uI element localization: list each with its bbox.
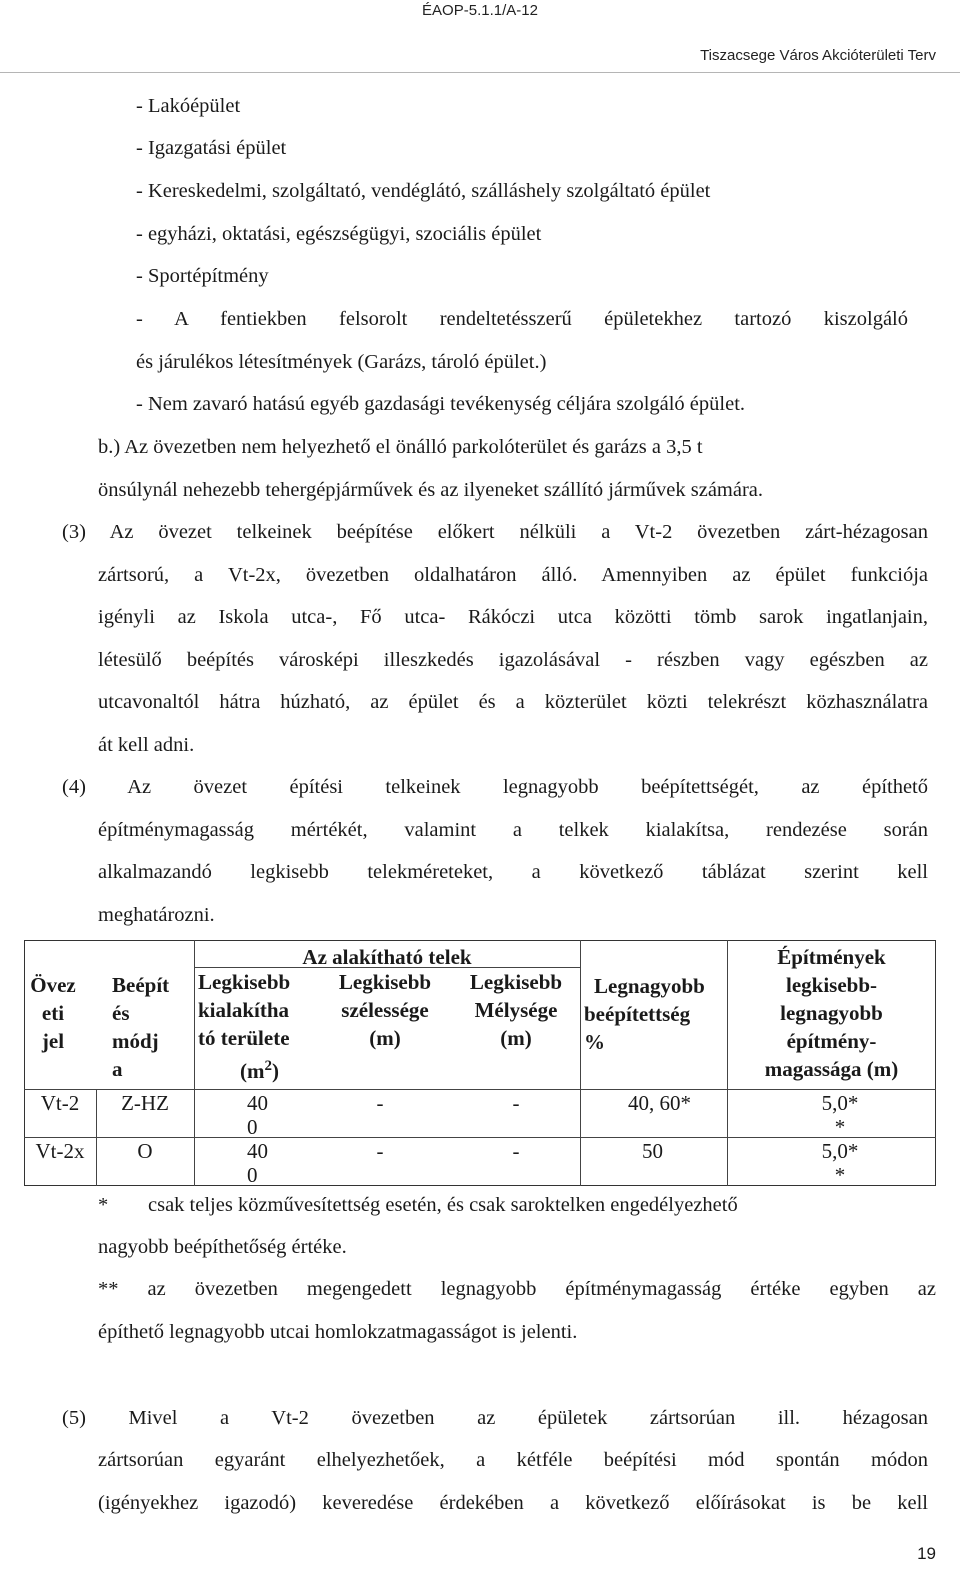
paragraph-4-line: meghatározni. [98,904,215,926]
paragraph-4-line: építménymagasság mértékét, valamint a telkek kialakítsa, rendezése során [98,819,928,841]
cell-mode: O [137,1139,153,1163]
table-divider [24,1089,936,1090]
footnote-2-line: ** az övezetben megengedett legnagyobb építménymagasság értéke egyben az [98,1278,936,1300]
list-item: - Sportépítmény [136,265,269,287]
col-header-depth: Legkisebb Mélysége (m) [469,970,563,1050]
paragraph-b-line: b.) Az övezetben nem helyezhető el önálló parkolóterület és garázs a 3,5 t [98,436,703,458]
table-divider [194,940,195,1186]
paragraph-3-line: igényli az Iskola utca-, Fő utca- Rákóczi utca közötti tömb sarok ingatlanjain, [98,606,928,628]
paragraph-5-line: (5) Mivel a Vt-2 övezetben az épületek zártsorúan ill. hézagosan [62,1407,928,1429]
paragraph-3-line: zártsorú, a Vt-2x, övezetben oldalhatáron álló. Amennyiben az épület funkciója [98,564,928,586]
paragraph-5-line: (igényekhez igazodó) keveredése érdekében a következő előírásokat is be kell [98,1492,928,1514]
cell-width: - [376,1091,384,1115]
paragraph-3-line: át kell adni. [98,734,195,756]
footnote-star: * [98,1194,109,1216]
cell-area: 40 0 [247,1139,268,1187]
col-header-width: Legkisebb szélessége (m) [338,970,432,1050]
footnote-1-line: csak teljes közművesítettség esetén, és csak saroktelken engedélyezhető [148,1194,738,1216]
table-divider [580,940,581,1186]
cell-mode: Z-HZ [121,1091,169,1115]
paragraph-b-line: önsúlynál nehezebb tehergépjárművek és az ilyeneket szállító járművek számára. [98,479,764,501]
col-header-height: Építmények legkisebb- legnagyobb építmény- magassága (m) [764,945,899,1081]
list-item: - Kereskedelmi, szolgáltató, vendéglátó, szálláshely szolgáltató épület [136,180,711,202]
document-title: Tiszacsege Város Akcióterületi Terv [700,47,936,64]
footnote-2-line: építhető legnagyobb utcai homlokzatmagasságot is jelenti. [98,1321,578,1343]
paragraph-3-line: utcavonaltól hátra húzható, az épület és a közterület közti telekrészt közhasználatra [98,691,928,713]
col-header-zone: Övez eti jel [30,973,76,1053]
cell-depth: - [512,1091,520,1115]
list-item: - A fentiekben felsorolt rendeltetésszerű épületekhez tartozó kiszolgáló [136,308,908,330]
header-divider [0,72,960,73]
cell-zone: Vt-2 [40,1091,80,1115]
list-item: - egyházi, oktatási, egészségügyi, szociális épület [136,223,542,245]
table-group-header: Az alakítható telek [302,945,472,969]
list-item: - Lakóépület [136,95,241,117]
cell-height: 5,0* * [821,1139,859,1187]
paragraph-4-line: (4) Az övezet építési telkeinek legnagyobb beépítettségét, az építhető [62,776,928,798]
cell-coverage: 40, 60* [628,1091,691,1115]
cell-width: - [376,1139,384,1163]
cell-area: 40 0 [247,1091,268,1139]
list-item-continuation: és járulékos létesítmények (Garázs, tároló épület.) [136,351,547,373]
list-item: - Nem zavaró hatású egyéb gazdasági tevékenység céljára szolgáló épület. [136,393,746,415]
page-number: 19 [917,1544,936,1563]
paragraph-4-line: alkalmazandó legkisebb telekméreteket, a következő táblázat szerint kell [98,861,928,883]
cell-coverage: 50 [642,1139,663,1163]
footnote-1-line: nagyobb beépíthetőség értéke. [98,1236,347,1258]
paragraph-5-line: zártsorúan egyaránt elhelyezhetőek, a kétféle beépítési mód spontán módon [98,1449,928,1471]
col-header-mode: Beépít és módj a [112,973,170,1081]
document-code: ÉAOP-5.1.1/A-12 [422,2,538,19]
cell-height: 5,0* * [821,1091,859,1139]
paragraph-3-line: létesülő beépítés városképi illeszkedés igazolásával - részben vagy egészben az [98,649,928,671]
cell-zone: Vt-2x [35,1139,85,1163]
list-item: - Igazgatási épület [136,137,287,159]
col-header-area: Legkisebb kialakítha tó területe $(m^2)$ [198,970,291,1083]
col-header-coverage: Legnagyobb beépítettség % [584,974,705,1054]
paragraph-3-line: (3) Az övezet telkeinek beépítése előkert nélküli a Vt-2 övezetben zárt-hézagosan [62,521,928,543]
cell-depth: - [512,1139,520,1163]
